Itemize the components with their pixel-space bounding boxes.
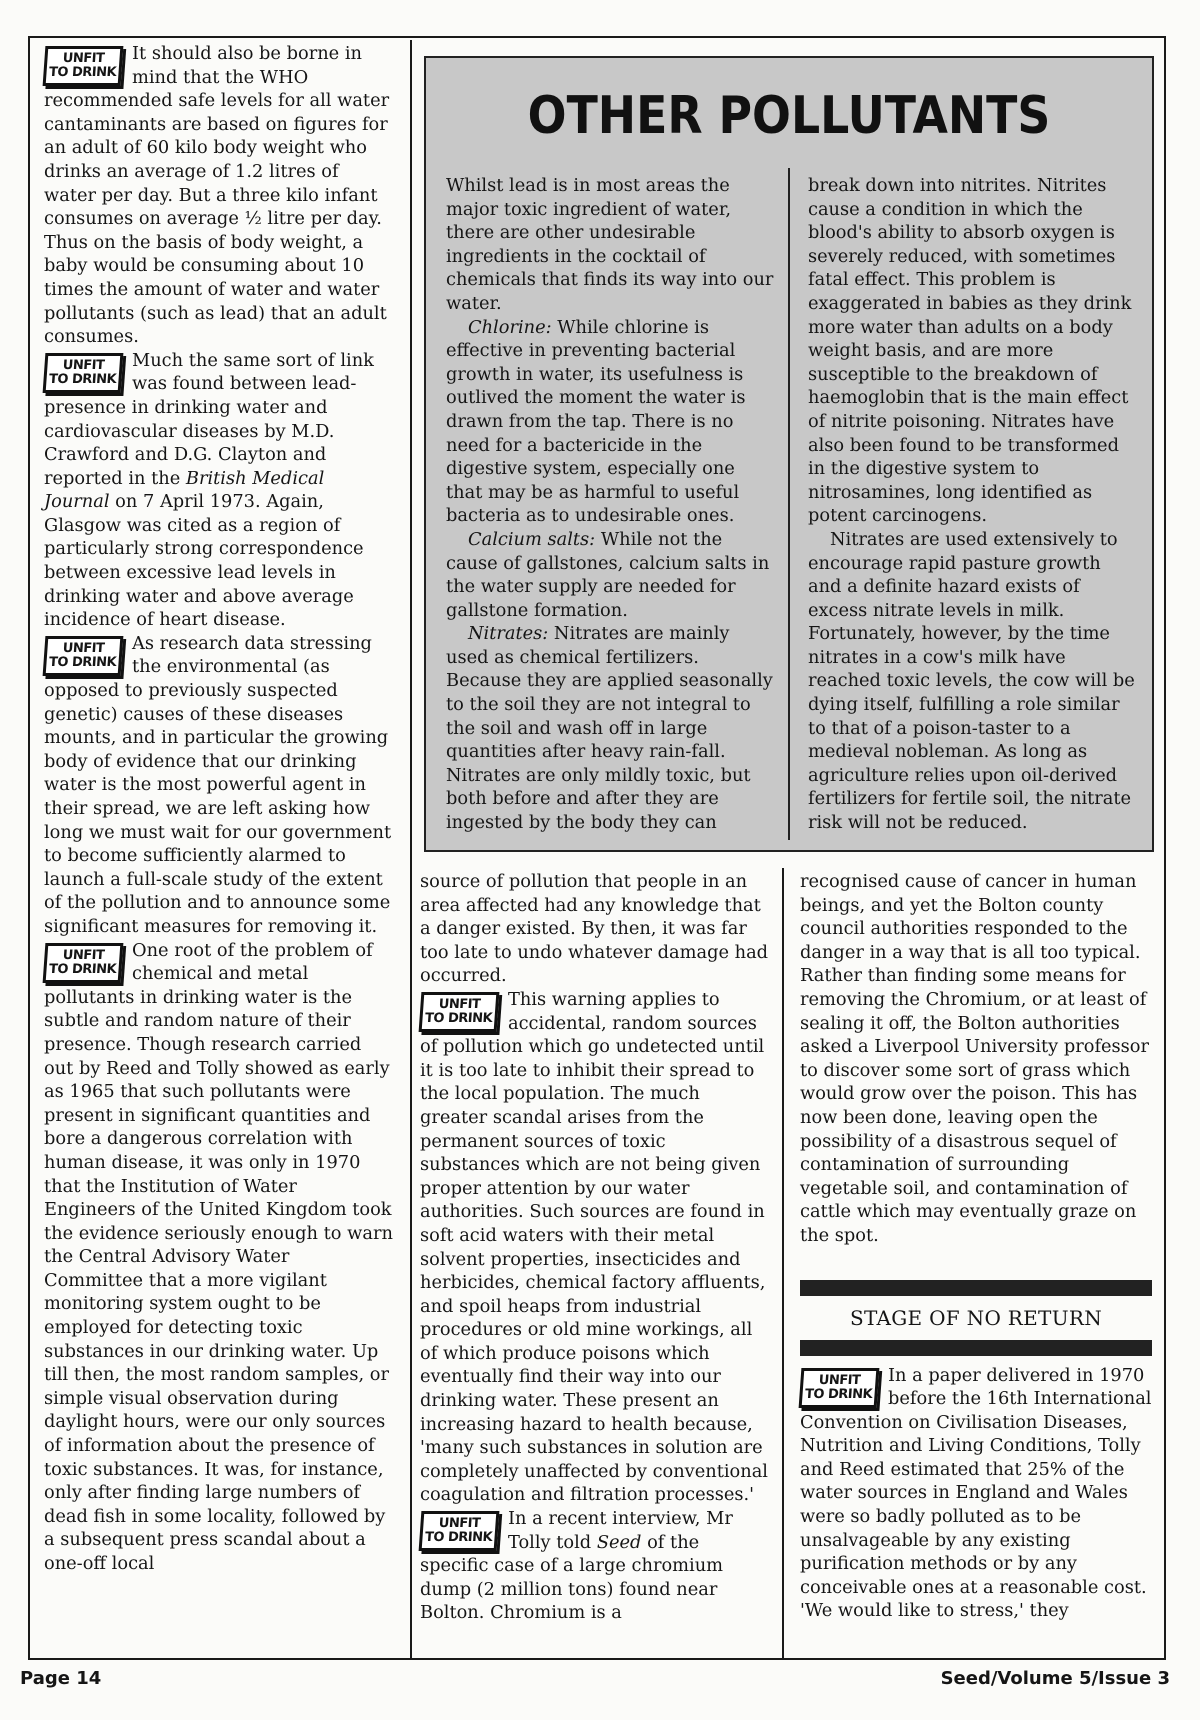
unfit-to-drink-badge: UNFIT TO DRINK (43, 46, 124, 86)
unfit-to-drink-badge: UNFIT TO DRINK (43, 353, 124, 393)
box-nitrates: Nitrates: Nitrates are mainly used as chemical fertilizers. Because they are applied seasonally to the soil they are not integral to the soil and wash off in large quantities after heavy rain-fall. Nitrates are only mildly toxic, but both before and after they are ingested by the body they can (446, 623, 773, 834)
right-column (800, 870, 1152, 1623)
box-column-rule (788, 168, 790, 840)
unfit-to-drink-badge: UNFIT TO DRINK (43, 636, 124, 676)
right-paragraph-1: recognised cause of cancer in human beings, and yet the Bolton county council authorities responded to the danger in a way that is all too typical. Rather than finding some means for removing the Chromium, or at least of sealing it off, the Bolton authorities asked a Liverpool University professor to discover some sort of grass which would grow over the poison. This has now been done, leaving open the possibility of a disastrous sequel of contamination of surrounding vegetable soil, and contamination of cattle which may eventually graze on the spot. (800, 871, 1150, 1246)
unfit-to-drink-badge: UNFIT TO DRINK (419, 1511, 500, 1551)
middle-paragraph-3: UNFIT TO DRINK In a recent interview, Mr Tolly told Seed of the specific case of a large chromium dump (2 million tons) found near Bolton. Chromium is a (420, 1508, 733, 1624)
unfit-to-drink-badge: UNFIT TO DRINK (799, 1368, 880, 1408)
right-paragraph-2: UNFIT TO DRINK In a paper delivered in 1970 before the 16th International Convention on Civilisation Diseases, Nutrition and Living Conditions, Tolly and Reed estimated that 25% of the water sources in England and Wales were so badly polluted as to be unsalvageable by any existing purification methods or by any conceivable ones at a reasonable cost. 'We would like to stress,' they (800, 1364, 1152, 1622)
middle-paragraph-1: source of pollution that people in an area affected had any knowledge that a danger existed. By then, it was far too late to undo whatever damage had occurred. (420, 871, 769, 987)
issue-label: Seed/Volume 5/Issue 3 (940, 1668, 1170, 1689)
unfit-to-drink-badge: UNFIT TO DRINK (419, 992, 500, 1032)
magazine-name: Seed (596, 1531, 642, 1553)
column-rule-right (782, 868, 784, 1658)
left-paragraph-3: UNFIT TO DRINK As research data stressing the environmental (as opposed to previously suspected genetic) causes of these diseases mounts, and in particular the growing body of evidence that our drinking water is the most powerful agent in their spread, we are left asking how long we must wait for our government to become sufficiently alarmed to launch a full-scale study of the extent of the pollution and to announce some significant measures for removing it. (44, 632, 392, 937)
left-paragraph-1: UNFIT TO DRINK It should also be borne in mind that the WHO recommended safe levels for all water cantaminants are based on figures for an adult of 60 kilo body weight who drinks an average of 1.2 litres of water per day. But a three kilo infant consumes on average ½ litre per day. Thus on the basis of body weight, a baby would be consuming about 10 times the amount of water and water pollutants (such as lead) that an adult consumes. (44, 43, 390, 348)
section-heading: STAGE OF NO RETURN (849, 1305, 1103, 1330)
middle-paragraph-2: UNFIT TO DRINK This warning applies to accidental, random sources of pollution which go undetected until it is too late to inhibit their spread to the local population. The much greater scandal arises from the permanent sources of toxic substances which are not being given proper attention by our water authorities. Such sources are found in soft acid waters with their metal solvent properties, insecticides and herbicides, chemical factory affluents, and spoil heaps from industrial procedures or old mine workings, all of which produce poisons which eventually find their way into our drinking water. These present an increasing hazard to health because, 'many such substances in solution are completely unaffected by conventional coagulation and filtration processes.' (420, 988, 768, 1506)
box-nitrites: break down into nitrites. Nitrites cause a condition in which the blood's ability to absorb oxygen is severely reduced, with sometimes fatal effect. This problem is exaggerated in babies as they drink more water than adults on a body weight basis, and are more susceptible to the breakdown of haemoglobin that is the main effect of nitrite poisoning. Nitrates have also been found to be transformed in the digestive system to nitrosamines, long identified as potent carcinogens. (808, 175, 1132, 527)
heading-bar-bottom (800, 1340, 1152, 1356)
box-title: OTHER POLLUTANTS (527, 86, 1051, 146)
left-column (44, 42, 394, 1576)
left-paragraph-4: UNFIT TO DRINK One root of the problem of chemical and metal pollutants in drinking water is the subtle and random nature of their presence. Though research carried out by Reed and Tolly showed as early as 1965 that such pollutants were present in significant quantities and bore a dangerous correlation with human disease, it was only in 1970 that the Institution of Water Engineers of the United Kingdom took the evidence seriously enough to warn the Central Advisory Water Committee that a more vigilant monitoring system ought to be employed for detecting toxic substances in our drinking water. Up till then, the most random samples, or simple visual observation during daylight hours, were our only sources of information about the presence of toxic substances. It was, for instance, only after finding large numbers of dead fish in some locality, followed by a subsequent press scandal about a one-off local (44, 939, 393, 1574)
left-paragraph-2: UNFIT TO DRINK Much the same sort of link was found between lead-presence in drinking water and cardiovascular diseases by M.D. Crawford and D.G. Clayton and reported in the British Medical Journal on 7 April 1973. Again, Glasgow was cited as a region of particularly strong correspondence between excessive lead levels in drinking water and above average incidence of heart disease. (44, 349, 374, 631)
journal-name: British Medical Journal (44, 467, 325, 513)
page-number: Page 14 (20, 1668, 102, 1689)
box-column-1 (446, 174, 776, 835)
heading-bar-top (800, 1280, 1152, 1296)
box-chlorine: Chlorine: While chlorine is effective in preventing bacterial growth in water, its usefulness is outlived the moment the water is drawn from the tap. There is no need for a bactericide in the digestive system, especially one that may be as harmful to useful bacteria as to undesirable ones. (446, 316, 746, 527)
box-column-2 (808, 174, 1138, 835)
other-pollutants-box (424, 56, 1154, 852)
middle-column (420, 870, 770, 1625)
box-nitrates-milk: Nitrates are used extensively to encourage rapid pasture growth and a definite hazard exists of excess nitrate levels in milk. Fortunately, however, by the time nitrates in a cow's milk have reached toxic levels, the cow will be dying itself, fulfilling a role similar to that of a poison-taster to a medieval nobleman. As long as agriculture relies upon oil-derived fertilizers for fertile soil, the nitrate risk will not be reduced. (808, 528, 1135, 834)
box-intro: Whilst lead is in most areas the major toxic ingredient of water, there are other undesirable ingredients in the cocktail of chemicals that finds its way into our water. (446, 175, 774, 314)
column-rule-left (410, 40, 412, 1660)
unfit-to-drink-badge: UNFIT TO DRINK (43, 943, 124, 983)
box-calcium: Calcium salts: While not the cause of gallstones, calcium salts in the water supply are needed for gallstone formation. (446, 528, 770, 621)
